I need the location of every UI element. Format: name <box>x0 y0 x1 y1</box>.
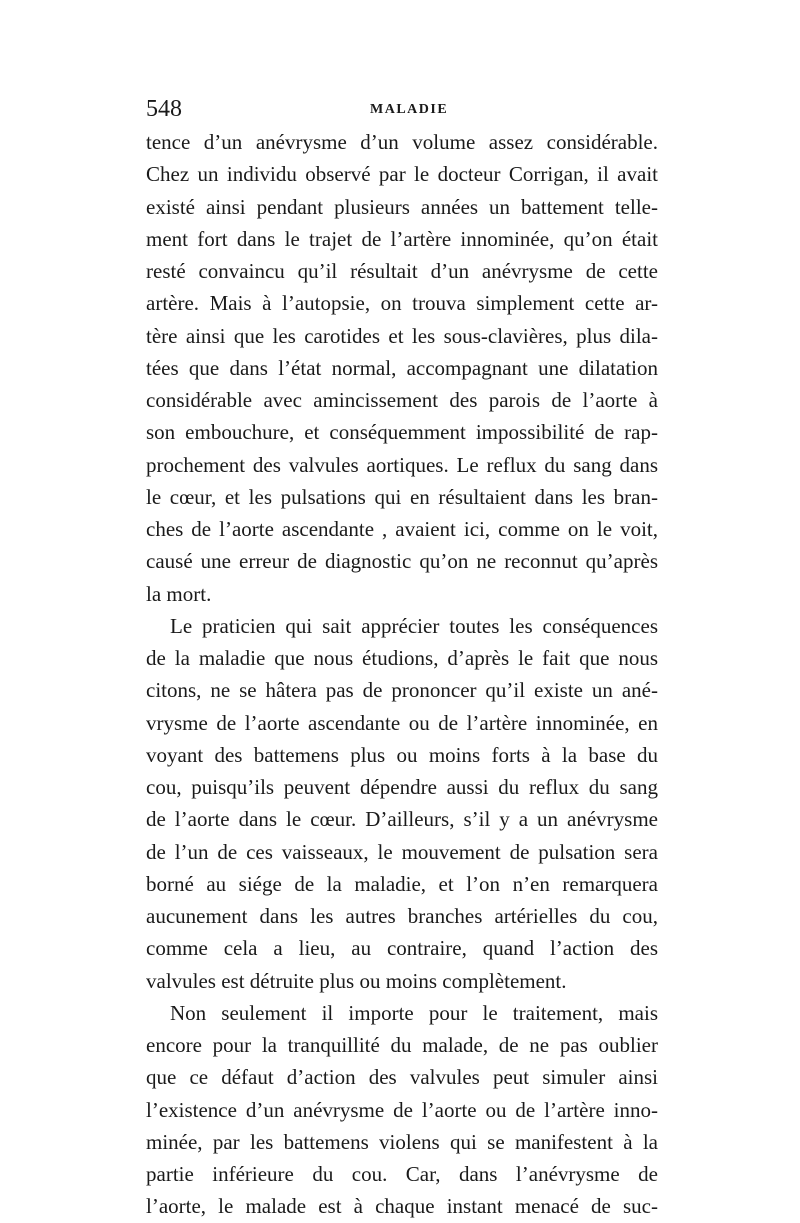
text-line: l’aorte, le malade est à chaque instant menacé de suc- <box>146 1194 658 1219</box>
text-line: borné au siége de la maladie, et l’on n’en remarquera <box>146 871 658 896</box>
running-head: MALADIE <box>370 102 449 117</box>
text-line: causé une erreur de diagnostic qu’on ne reconnut qu’après <box>146 549 658 574</box>
page-number: 548 <box>146 96 182 122</box>
text-line: l’existence d’un anévrysme de l’aorte ou de l’artère inno- <box>146 1097 658 1122</box>
text-line: resté convaincu qu’il résultait d’un anévrysme de cette <box>146 259 658 283</box>
body-text <box>146 126 658 1223</box>
text-line: voyant des battemens plus ou moins forts à la base du <box>146 742 658 767</box>
text-line: partie inférieure du cou. Car, dans l’anévrysme de <box>146 1162 658 1186</box>
text-line: comme cela a lieu, au contraire, quand l’action des <box>146 936 658 961</box>
text-line: considérable avec amincissement des parois de l’aorte à <box>146 388 658 412</box>
paragraph-end-line: valvules est détruite plus ou moins complètement. <box>146 968 567 993</box>
text-line: de la maladie que nous étudions, d’après le fait que nous <box>146 646 658 670</box>
text-line: citons, ne se hâtera pas de prononcer qu’il existe un ané- <box>146 678 658 703</box>
text-line: tées que dans l’état normal, accompagnant une dilatation <box>146 355 658 380</box>
text-line: le cœur, et les pulsations qui en résultaient dans les bran- <box>146 484 658 509</box>
text-line: cou, puisqu’ils peuvent dépendre aussi du reflux du sang <box>146 775 658 799</box>
text-line: prochement des valvules aortiques. Le reflux du sang dans <box>146 452 658 477</box>
text-line: existé ainsi pendant plusieurs années un battement telle- <box>146 194 658 219</box>
text-line: de l’aorte dans le cœur. D’ailleurs, s’il y a un anévrysme <box>146 807 658 832</box>
text-line: tère ainsi que les carotides et les sous-clavières, plus dila- <box>146 323 658 348</box>
paragraph-end-line: la mort. <box>146 581 212 606</box>
text-line: minée, par les battemens violens qui se manifestent à la <box>146 1129 658 1154</box>
text-line: ches de l’aorte ascendante , avaient ici, comme on le voit, <box>146 517 658 541</box>
text-line: encore pour la tranquillité du malade, de ne pas oublier <box>146 1033 658 1057</box>
text-line: vrysme de l’aorte ascendante ou de l’artère innominée, en <box>146 710 658 735</box>
page-header <box>146 94 658 124</box>
text-line: artère. Mais à l’autopsie, on trouva simplement cette ar- <box>146 291 658 316</box>
text-line: son embouchure, et conséquemment impossibilité de rap- <box>146 420 658 445</box>
paragraph-start-line: Le praticien qui sait apprécier toutes les conséquences <box>170 613 658 638</box>
text-line: ment fort dans le trajet de l’artère innominée, qu’on était <box>146 226 658 251</box>
text-line: de l’un de ces vaisseaux, le mouvement de pulsation sera <box>146 839 658 864</box>
text-line: que ce défaut d’action des valvules peut simuler ainsi <box>146 1065 658 1090</box>
text-line: Chez un individu observé par le docteur Corrigan, il avait <box>146 162 658 187</box>
text-line: aucunement dans les autres branches artérielles du cou, <box>146 904 658 928</box>
paragraph-start-line: Non seulement il importe pour le traitement, mais <box>170 1000 658 1025</box>
text-line: tence d’un anévrysme d’un volume assez considérable. <box>146 130 658 154</box>
